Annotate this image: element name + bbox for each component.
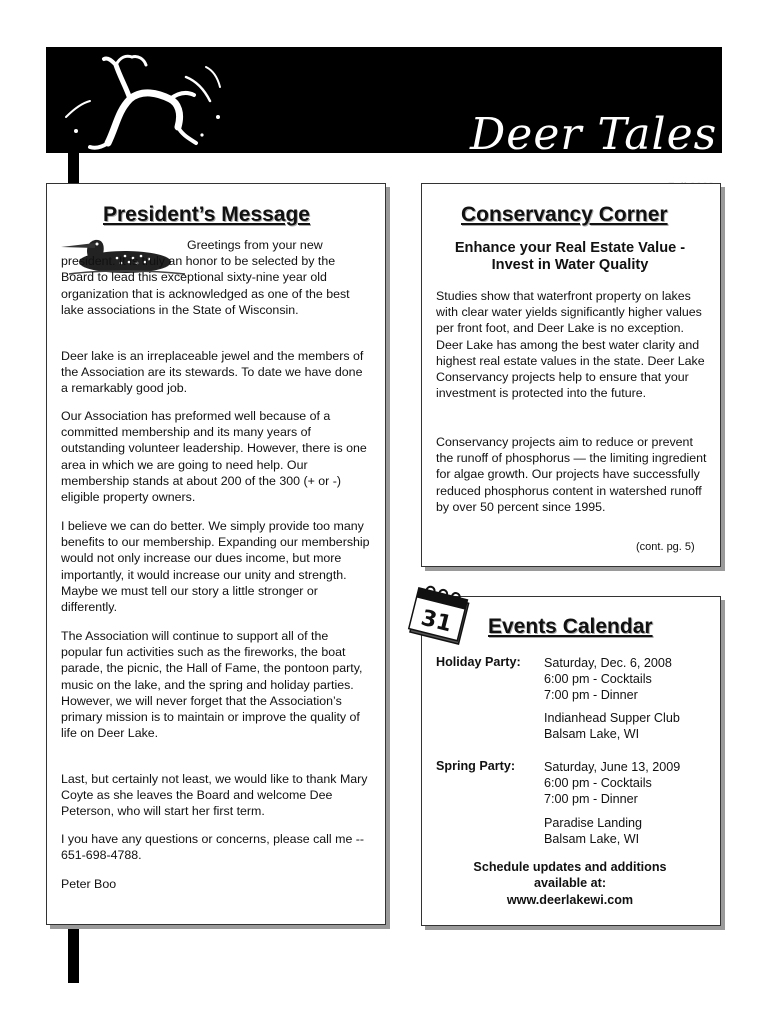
conservancy-title: Conservancy Corner xyxy=(461,203,668,226)
newsletter-subtitle: Association xyxy=(375,181,443,193)
event-time: 7:00 pm - Dinner xyxy=(544,688,638,702)
spine-bar-bottom xyxy=(68,925,79,983)
presidents-signature: Peter Boo xyxy=(61,877,117,891)
deer-icon xyxy=(46,47,266,153)
presidents-message-box xyxy=(46,183,386,925)
newsletter-title: Deer Tales xyxy=(470,109,718,160)
calendar-day: 31 xyxy=(418,605,455,638)
event-label: Holiday Party: xyxy=(436,655,521,669)
presidents-paragraph: Our Association has preformed well because of a committed membership and its many years of outstanding volunteer leadership. However, there is one area in which we are going to need help. Our membership stands at about 200 of the 300 (+ or -) eligible property owners. xyxy=(61,409,367,505)
event-venue: Paradise Landing xyxy=(544,816,643,830)
spine-bar-top xyxy=(68,153,79,183)
event-town: Balsam Lake, WI xyxy=(544,832,640,846)
event-date: Saturday, June 13, 2009 xyxy=(544,760,681,774)
events-title: Events Calendar xyxy=(488,615,653,638)
website-link[interactable]: www.deerlakewi.com xyxy=(506,893,634,907)
presidents-paragraph: I believe we can do better. We simply provide too many benefits to our membership. Expanding our membership would not only increase our dues income, but more importantly, it would increase our unity and strength. Maybe we must tell our story a little stronger or differently. xyxy=(61,519,370,615)
event-label: Spring Party: xyxy=(436,759,516,773)
event-date: Saturday, Dec. 6, 2008 xyxy=(544,656,672,670)
presidents-paragraph: I you have any questions or concerns, please call me -- 651-698-4788. xyxy=(61,832,365,863)
calendar-icon xyxy=(403,583,479,647)
conservancy-subhead: Enhance your Real Estate Value - Invest in Water Quality xyxy=(454,240,686,273)
event-time: 6:00 pm - Cocktails xyxy=(544,776,652,790)
presidents-paragraph: Deer lake is an irreplaceable jewel and the members of the Association are its stewards. To date we have done a remarkably good job. xyxy=(61,349,364,396)
conservancy-paragraph: Studies show that waterfront property on lakes with clear water yields significantly higher values per front foot, and Deer Lake is no exception. Deer Lake has among the best water clarity and highest real estate values in the state. Deer Lake Conservancy projects help to ensure that your investment is protected into the future. xyxy=(436,289,705,401)
presidents-message-title: President’s Message xyxy=(103,203,310,226)
continued-note: (cont. pg. 5) xyxy=(636,541,695,553)
conservancy-paragraph: Conservancy projects aim to reduce or prevent the runoff of phosphorus — the limiting ingredient for algae growth. Our projects have successfully reduced phosphorus content in watershed runoff by over 50 percent since 1995. xyxy=(436,435,707,514)
masthead-rule xyxy=(222,174,722,177)
event-town: Balsam Lake, WI xyxy=(544,727,640,741)
conservancy-box xyxy=(421,183,721,567)
event-time: 7:00 pm - Dinner xyxy=(544,792,638,806)
presidents-paragraph: Last, but certainly not least, we would like to thank Mary Coyte as she leaves the Board and welcome Dee Peterson, who will start her first term. xyxy=(61,772,368,819)
event-venue: Indianhead Supper Club xyxy=(544,711,680,725)
schedule-note: Schedule updates and additions available at: xyxy=(473,860,667,891)
presidents-paragraph: Greetings from your new president. It is truly an honor to be selected by the Board to lead this exceptional sixty-nine year old organization that is acknowledged as one of the best lake associations in the State of Wisconsin. xyxy=(61,238,350,317)
masthead xyxy=(46,47,722,193)
presidents-paragraph: The Association will continue to support all of the popular fun activities such as the fireworks, the boat parade, the picnic, the Hall of Fame, the pontoon party, music on the lake, and the spring and holiday parties. However, we will never forget that the Association’s primary mission is to maintain or improve the quality of life on Deer Lake. xyxy=(61,629,363,741)
event-time: 6:00 pm - Cocktails xyxy=(544,672,652,686)
